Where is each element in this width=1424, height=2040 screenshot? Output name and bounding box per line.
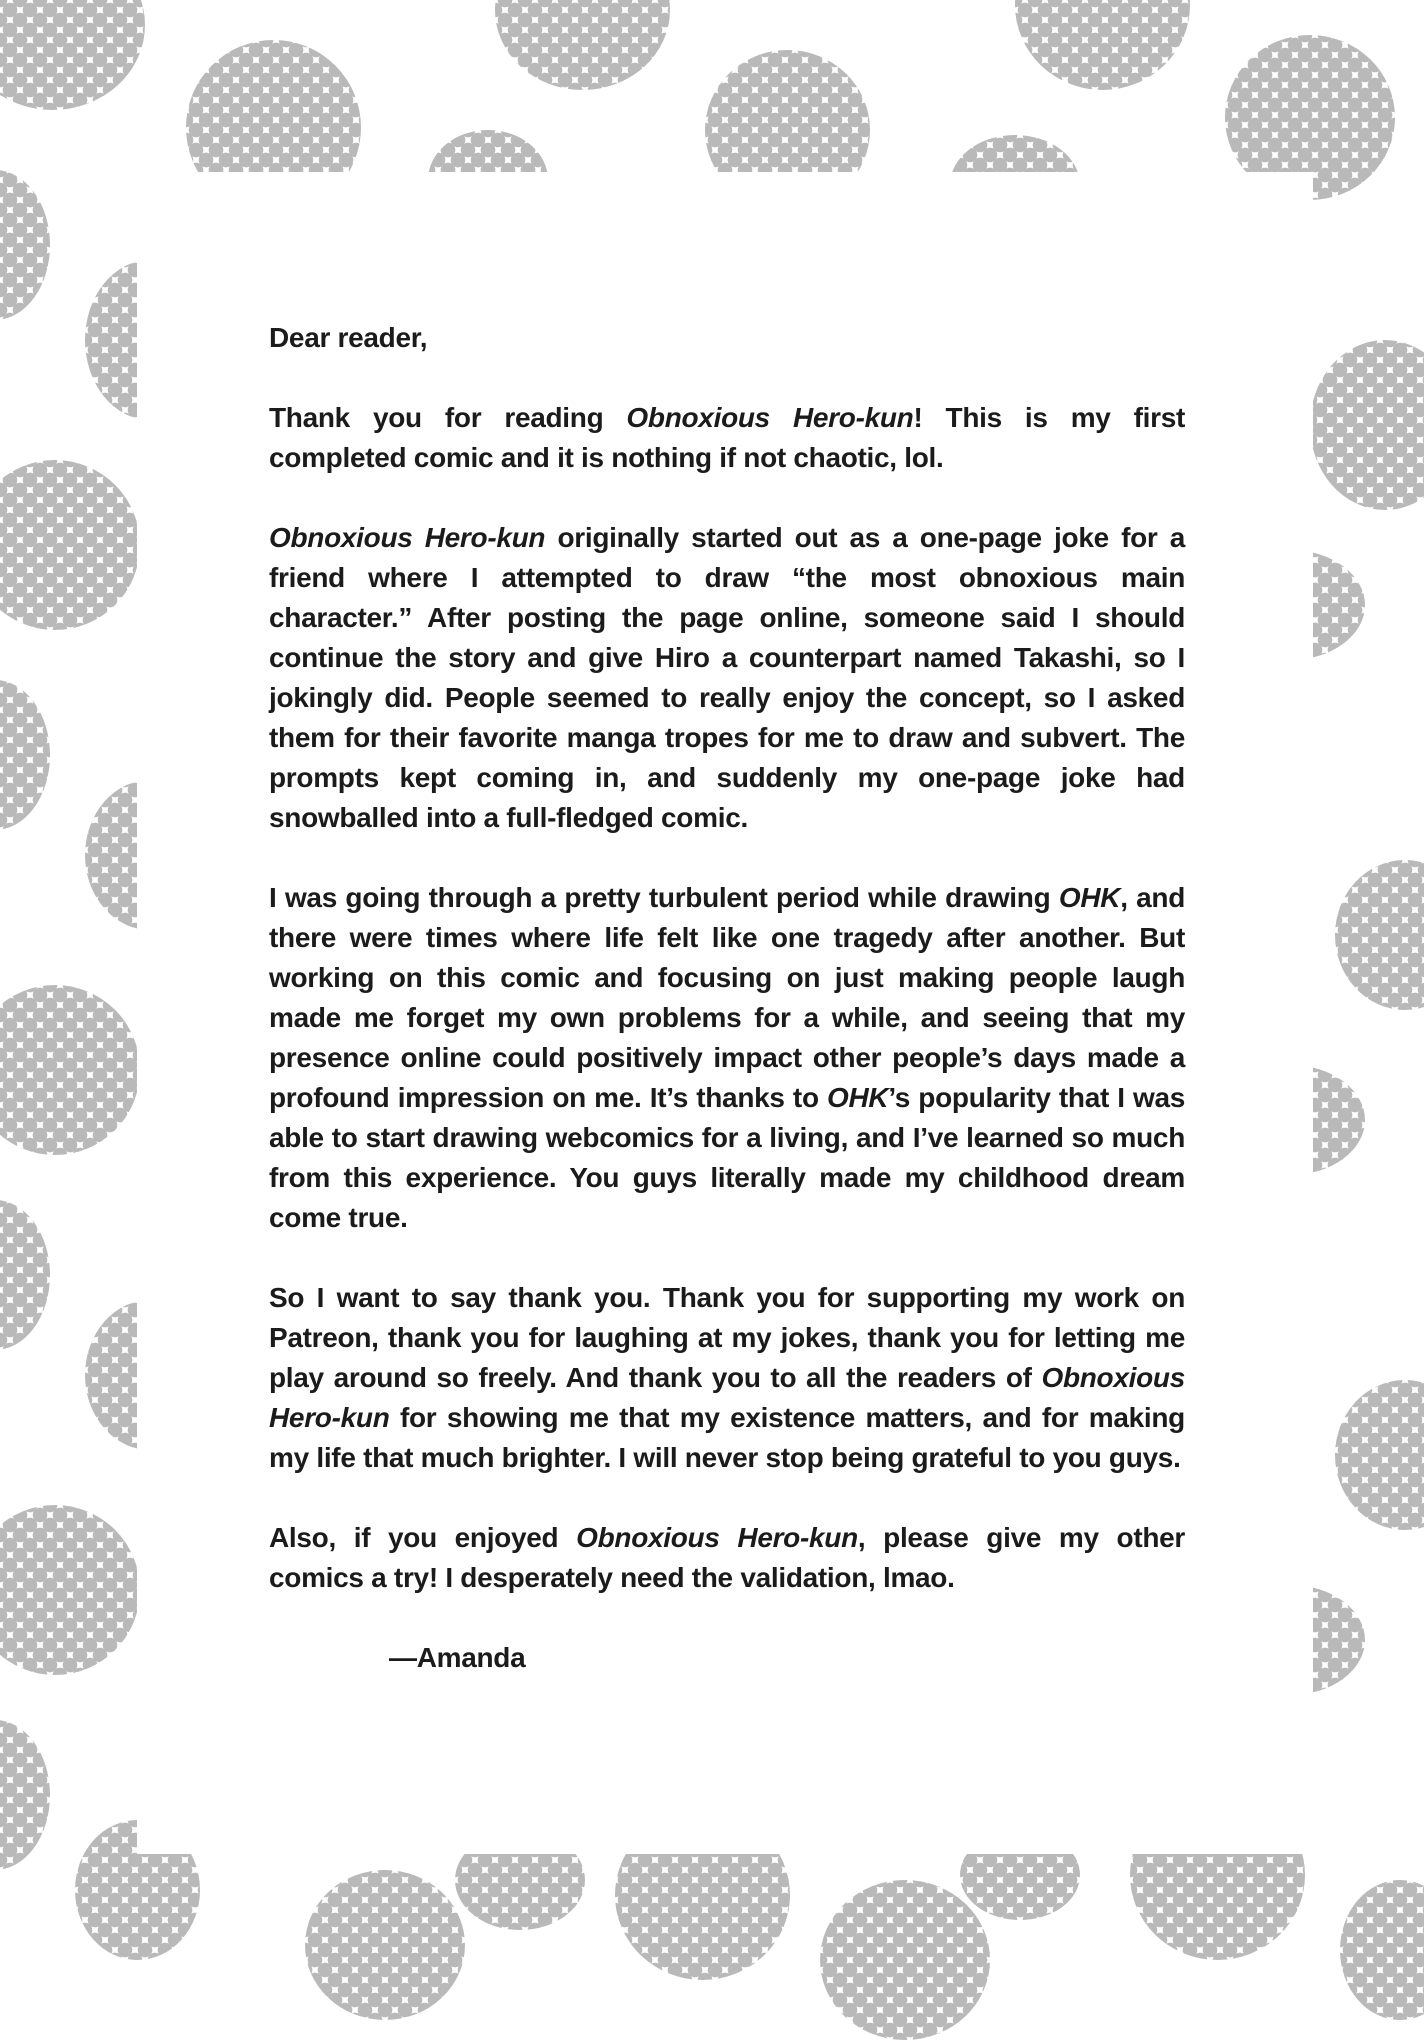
halftone-circle xyxy=(820,1880,990,2040)
text-run: , and there were times where life felt like one tragedy after another. But working on this comic and focusing on just making people laugh made me forget my own problems for a while, and seeing that my presence online could positively impact other people’s days made a profound impression on me. It’s thanks to xyxy=(269,882,1186,1113)
halftone-circle xyxy=(1335,860,1424,1010)
letter-paragraph xyxy=(269,398,1185,478)
letter-body xyxy=(269,318,1185,1718)
halftone-circle xyxy=(1335,1380,1424,1530)
letter-paragraph xyxy=(269,878,1185,1238)
halftone-circle xyxy=(1015,0,1190,90)
italic-title-run: OHK xyxy=(827,1082,889,1113)
halftone-circle xyxy=(0,1505,140,1675)
text-run: , please give my other comics a try! I desperately need the validation, lmao. xyxy=(269,1522,1186,1593)
text-run: I was going through a pretty turbulent period while drawing xyxy=(269,882,1059,913)
halftone-circle xyxy=(0,0,145,110)
text-run: for showing me that my existence matters, and for making my life that much brighter. I will never stop being grateful to you guys. xyxy=(269,1402,1185,1473)
letter-signature: —Amanda xyxy=(389,1642,526,1673)
italic-title-run: OHK xyxy=(1058,882,1121,913)
italic-title-run: Obnoxious Hero-kun xyxy=(269,1362,1185,1433)
letter-paragraph xyxy=(269,1518,1185,1598)
halftone-circle xyxy=(0,170,50,320)
letter-paragraph xyxy=(269,1278,1185,1478)
halftone-circle xyxy=(1310,340,1424,510)
text-run: ’s popularity that I was able to start drawing webcomics for a living, and I’ve learned so much from this experience. You guys literally made my childhood dream come true. xyxy=(269,1082,1185,1233)
text-run: ! This is my first completed comic and it is nothing if not chaotic, lol. xyxy=(269,402,1186,473)
letter-paragraph xyxy=(269,518,1185,838)
halftone-circle xyxy=(0,460,140,630)
halftone-circle xyxy=(495,0,670,90)
halftone-circle xyxy=(0,1720,50,1870)
halftone-circle xyxy=(0,680,50,830)
italic-title-run: Obnoxious Hero-kun xyxy=(576,1522,858,1553)
text-run: originally started out as a one-page joke for a friend where I attempted to draw “the most obnoxious main character.” After posting the page online, someone said I should continue the story and give Hiro a counterpart named Takashi, so I jokingly did. People seemed to really enjoy the concept, so I asked them for their favorite manga tropes for me to draw and subvert. The prompts kept coming in, and suddenly my one-page joke had snowballed into a full-fledged comic. xyxy=(269,522,1186,833)
halftone-circle xyxy=(1340,1880,1424,2020)
halftone-circle xyxy=(305,1870,465,2020)
text-run: So I want to say thank you. Thank you for supporting my work on Patreon, thank you for laughing at my jokes, thank you for letting me play around so freely. And thank you to all the readers of xyxy=(269,1282,1185,1393)
letter-greeting: Dear reader, xyxy=(269,322,428,353)
italic-title-run: Obnoxious Hero-kun xyxy=(269,522,546,553)
italic-title-run: Obnoxious Hero-kun xyxy=(626,402,914,433)
halftone-circle xyxy=(0,1200,50,1350)
text-run: Also, if you enjoyed xyxy=(269,1522,577,1553)
halftone-circle xyxy=(0,985,140,1155)
text-run: Thank you for reading xyxy=(269,402,627,433)
